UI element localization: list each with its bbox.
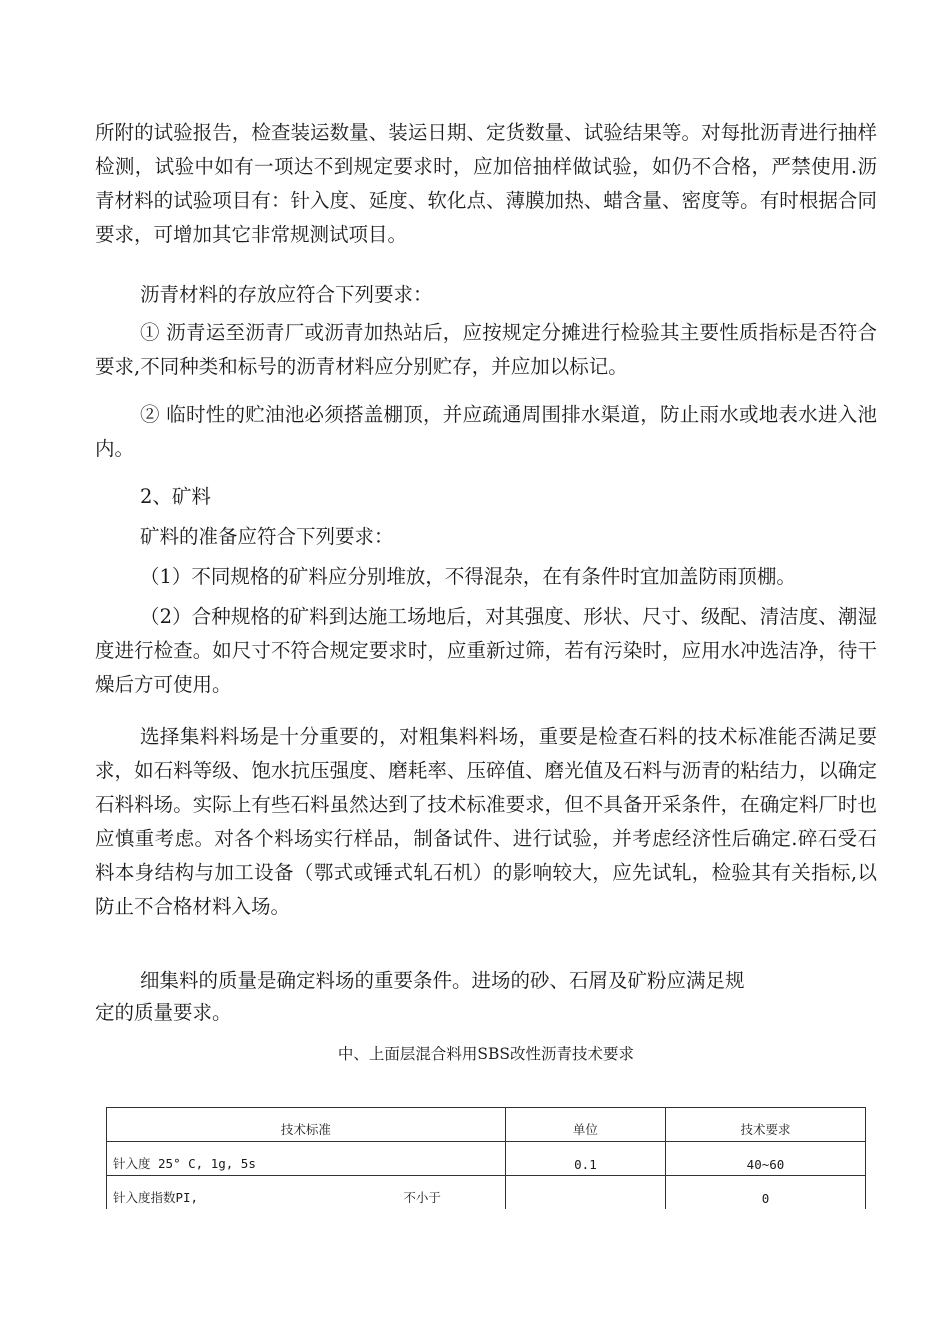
header-technical-standard: 技术标准	[107, 1108, 506, 1142]
row-requirement: 0	[666, 1176, 866, 1210]
row-unit: 0.1	[505, 1142, 665, 1176]
paragraph-storage-item-1: ① 沥青运至沥青厂或沥青加热站后，应按规定分摊进行检验其主要性质指标是否符合要求,不同种类和标号的沥青材料应分别贮存，并应加以标记。	[95, 321, 877, 378]
paragraph-fine-aggregate: 细集料的质量是确定料场的重要条件。进场的砂、石屑及矿粉应满足规	[140, 969, 745, 992]
header-unit: 单位	[505, 1108, 665, 1142]
paragraph-storage-item-2: ② 临时性的贮油池必须搭盖棚顶，并应疏通周围排水渠道，防止雨水或地表水进入池内。	[95, 403, 877, 460]
row-name-text: 针入度 25° C, 1g, 5s	[113, 1156, 256, 1171]
paragraph-storage-intro: 沥青材料的存放应符合下列要求：	[140, 283, 433, 306]
row-name	[107, 1176, 506, 1210]
paragraph-quarry-selection: 选择集料料场是十分重要的，对粗集料料场，重要是检查石料的技术标准能否满足要求，如石料等级、饱水抗压强度、磨耗率、压碎值、磨光值及石料与沥青的粘结力，以确定石料料场。实际上有些石料虽然达到了技术标准要求，但不具备开采条件，在确定料厂时也应慎重考虑。对各个料场实行样品，制备试件、进行试验，并考虑经济性后确定.碎石受石料本身结构与加工设备（鄂式或锤式轧石机）的影响较大，应先试轧，检验其有关指标,以防止不合格材料入场。	[95, 725, 877, 918]
row-name-text: 针入度指数PI,	[113, 1190, 199, 1205]
table-row	[107, 1176, 866, 1210]
table-caption: 中、上面层混合料用SBS改性沥青技术要求	[337, 1045, 635, 1063]
table-row	[107, 1142, 866, 1176]
row-name	[107, 1142, 506, 1176]
paragraph-asphalt-testing: 所附的试验报告，检查装运数量、装运日期、定货数量、试验结果等。对每批沥青进行抽样检测，试验中如有一项达不到规定要求时，应加倍抽样做试验，如仍不合格，严禁使用.沥青材料的试验项目有：针入度、延度、软化点、薄膜加热、蜡含量、密度等。有时根据合同要求，可增加其它非常规测试项目。	[95, 121, 877, 246]
paragraph-aggregate-intro: 矿料的准备应符合下列要求：	[140, 525, 394, 548]
section-heading-aggregate: 2、矿料	[140, 485, 211, 508]
paragraph-fine-aggregate-cont: 定的质量要求。	[95, 1001, 232, 1024]
row-unit	[505, 1176, 665, 1210]
paragraph-aggregate-item-1: （1）不同规格的矿料应分别堆放，不得混杂，在有条件时宜加盖防雨顶棚。	[140, 565, 796, 588]
paragraph-aggregate-item-2: （2）合种规格的矿料到达施工场地后，对其强度、形状、尺寸、级配、清洁度、潮湿度进行检查。如尺寸不符合规定要求时，应重新过筛，若有污染时，应用水冲选洁净，待干燥后方可使用。	[95, 605, 877, 696]
sbs-asphalt-spec-table	[106, 1107, 866, 1209]
row-condition: 不小于	[403, 1190, 441, 1205]
row-requirement: 40~60	[666, 1142, 866, 1176]
header-requirement: 技术要求	[666, 1108, 866, 1142]
table-header-row	[107, 1108, 866, 1142]
